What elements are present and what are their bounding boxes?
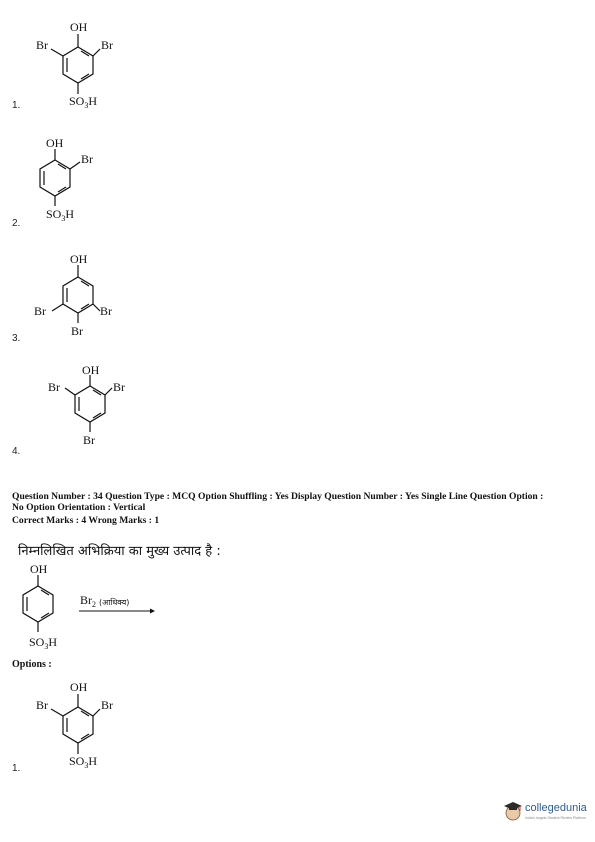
br-left-label: Br (34, 304, 46, 318)
question-text: निम्नलिखित अभिक्रिया का मुख्य उत्पाद है : (18, 544, 221, 559)
br-right-label: Br (101, 698, 113, 712)
br-label: Br (81, 152, 93, 166)
br-bottom-label: Br (83, 433, 95, 447)
option-3-number: 3. (12, 333, 21, 344)
so3h-label: $SO_3H$ (69, 94, 98, 110)
reaction-diagram (12, 560, 172, 660)
options-label: Options : (12, 659, 52, 670)
br-right-label: Br (100, 304, 112, 318)
option-4-number: 4. (12, 446, 21, 457)
oh-label: OH (70, 680, 88, 694)
br-left-label: Br (36, 38, 48, 52)
answer-option-1-number: 1. (12, 763, 21, 774)
oh-label: OH (70, 252, 88, 266)
option-2-structure (28, 134, 118, 230)
option-2-number: 2. (12, 218, 21, 229)
graduate-cap-icon (503, 800, 523, 822)
reagent-note: (आधिक्य) (99, 598, 130, 607)
br-left-label: Br (48, 380, 60, 394)
option-3-structure (28, 251, 118, 341)
reaction-arrow-head (150, 609, 155, 614)
oh-label: OH (70, 20, 88, 34)
br-right-label: Br (101, 38, 113, 52)
question-meta-line1: Question Number : 34 Question Type : MCQ Option Shuffling : Yes Display Question Number : Yes Single Line Question Option : (12, 491, 544, 502)
br-bottom-label: Br (71, 324, 83, 338)
question-meta-line2: No Option Orientation : Vertical (12, 502, 146, 513)
br-left-label: Br (36, 698, 48, 712)
logo-tagline: India's largest Student Review Platform (525, 816, 586, 820)
collegedunia-logo (503, 799, 591, 829)
answer-option-1-structure (28, 676, 118, 772)
reagent-label: $Br_2$ (80, 593, 96, 609)
so3h-label: $SO_3H$ (69, 754, 98, 770)
reactant-oh-label: OH (30, 562, 48, 576)
br-right-label: Br (113, 380, 125, 394)
option-4-structure (28, 362, 138, 452)
oh-label: OH (46, 136, 64, 150)
oh-label: OH (82, 363, 100, 377)
option-1-structure (28, 16, 118, 112)
logo-wordmark: collegedunia (525, 802, 587, 814)
reactant-so3h-label: $SO_3H$ (29, 635, 58, 651)
question-marks: Correct Marks : 4 Wrong Marks : 1 (12, 515, 160, 526)
option-1-number: 1. (12, 100, 21, 111)
so3h-label: $SO_3H$ (46, 207, 75, 223)
